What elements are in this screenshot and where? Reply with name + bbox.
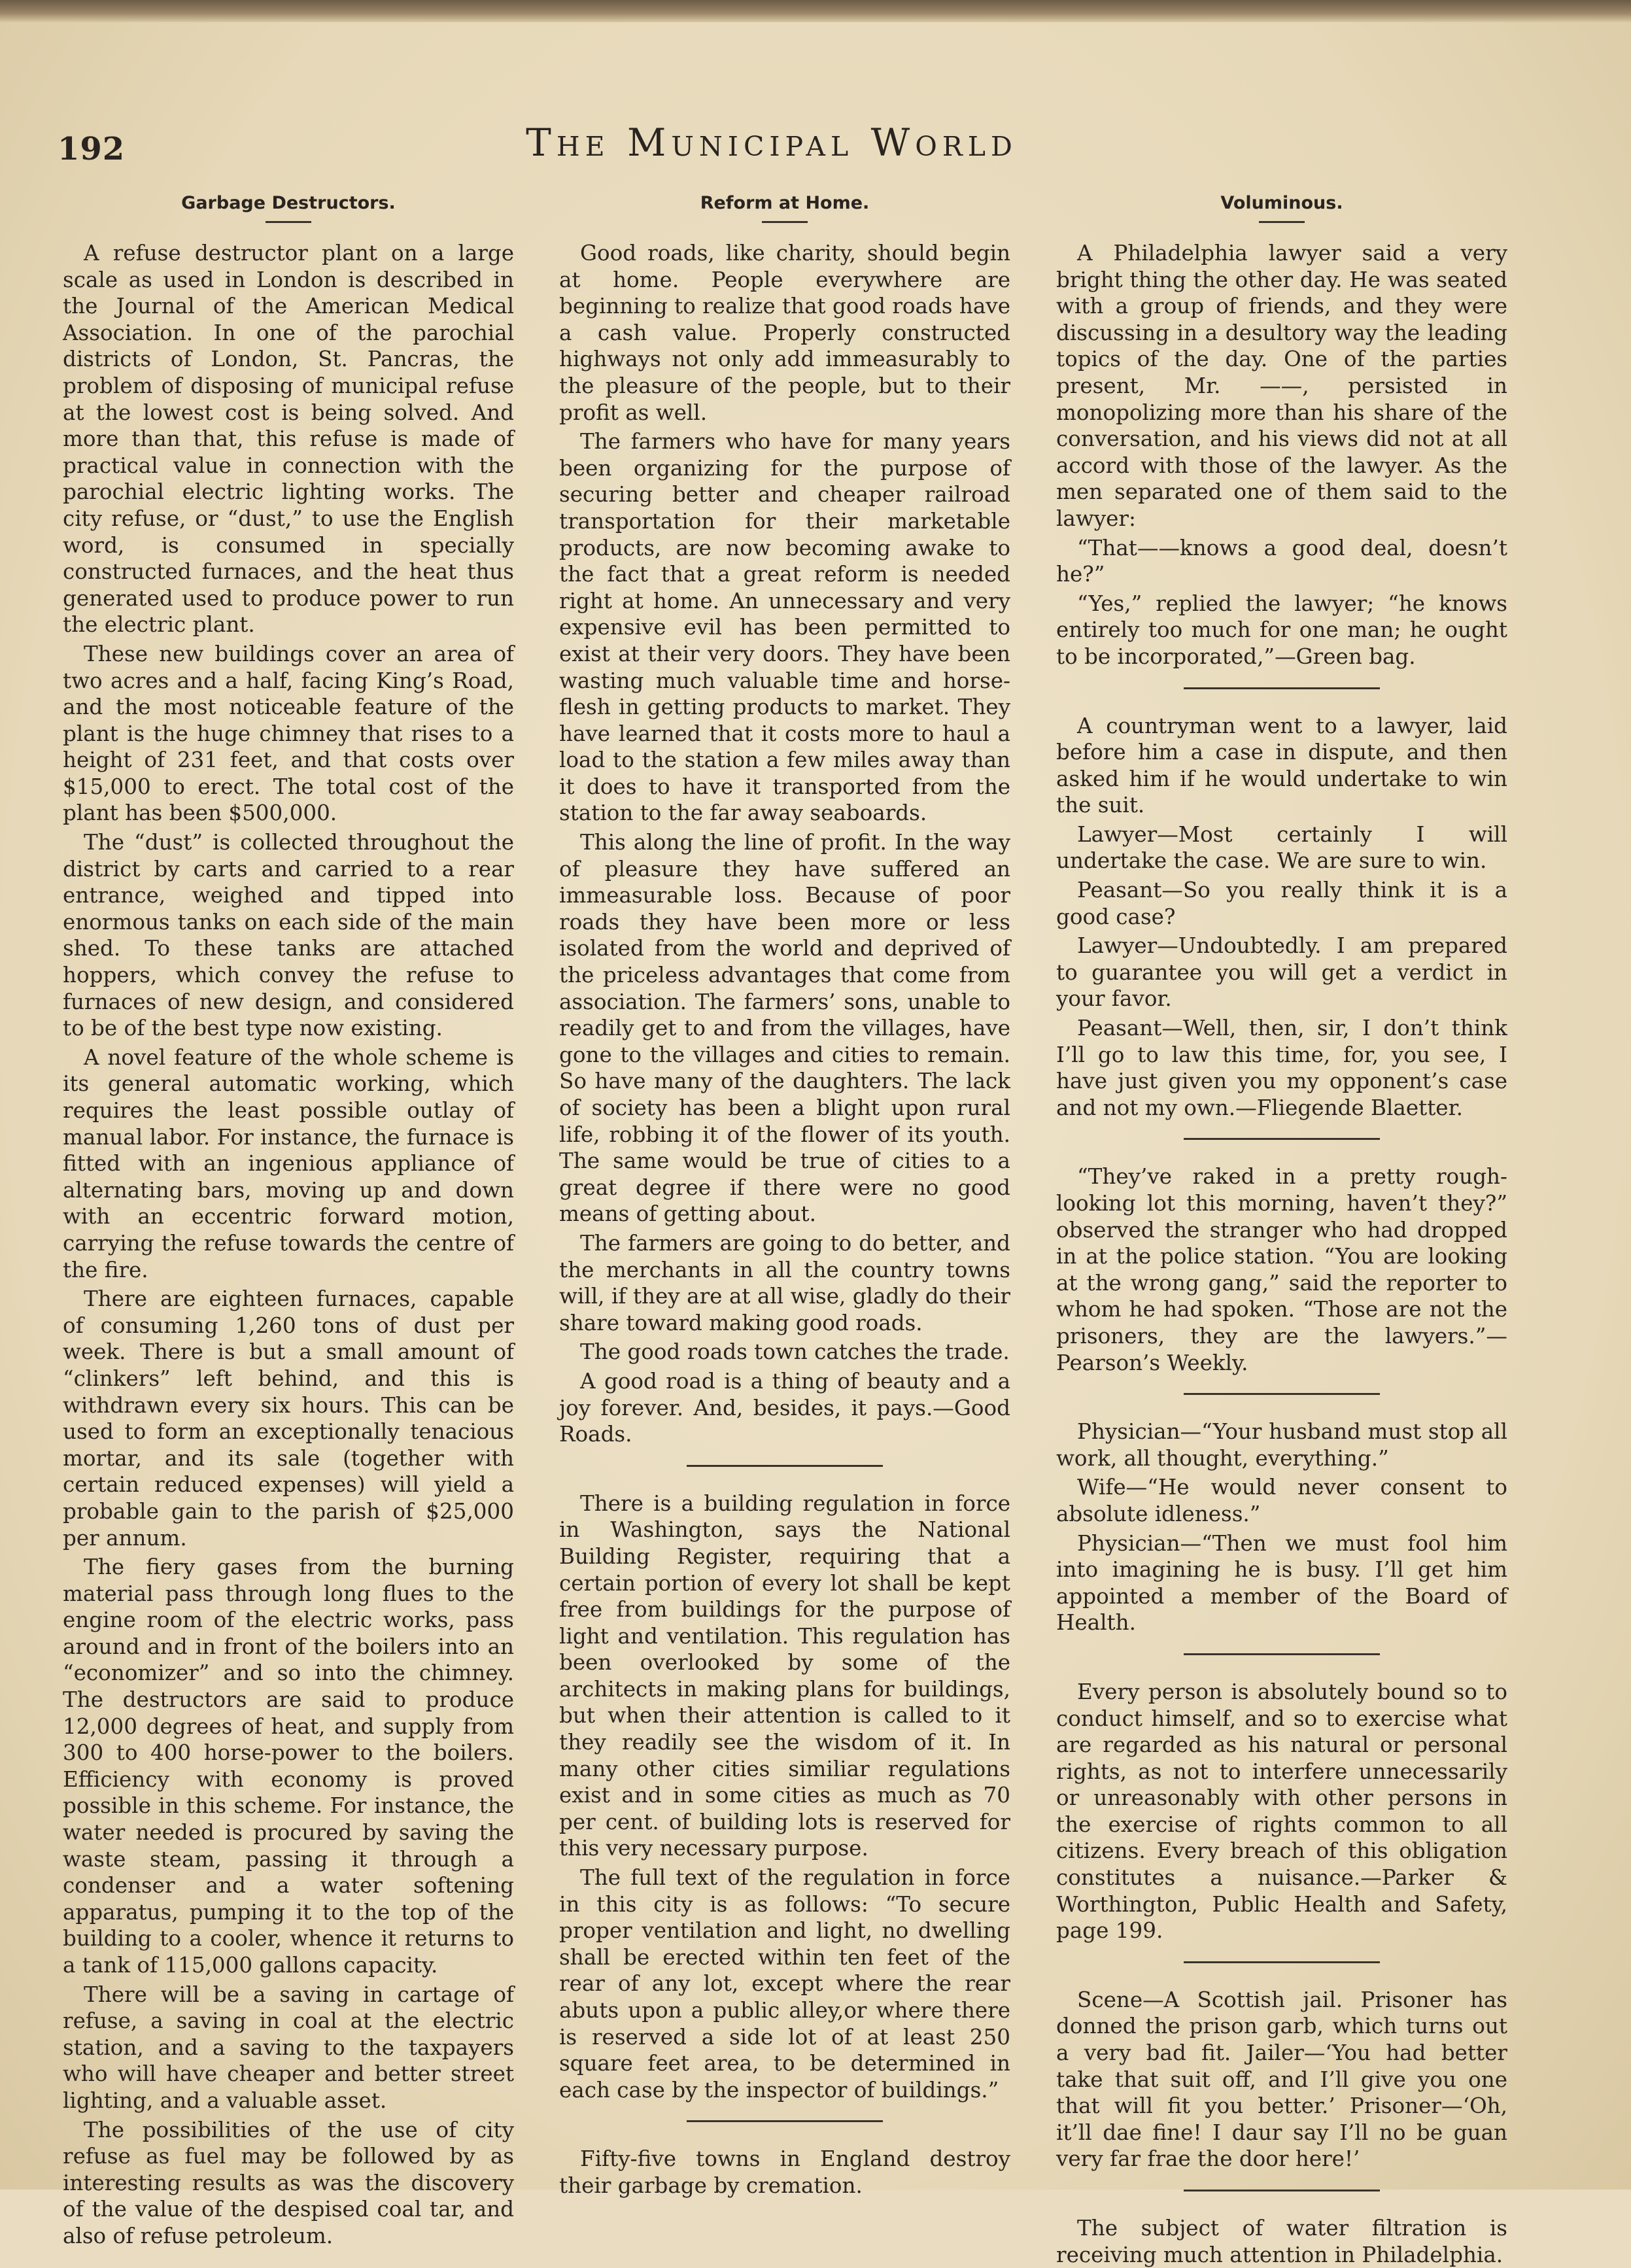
paragraph: Good roads, like charity, should begin at home. People everywhere are beginning to realize that good roads have a cash value. Properly constructed highways not only add immeasurably to the pleasure of the people, but to their profit as well.	[559, 241, 1010, 425]
section-rule	[1184, 1138, 1380, 1140]
paragraph: The “dust” is collected throughout the district by carts and carried to a rear entrance, weighed and tipped into enormous tanks on each side of the main shed. To these tanks are attached hoppers, which convey the refuse to furnaces of new design, and considered to be of the best type now existing.	[63, 830, 514, 1041]
paragraph: The farmers who have for many years been organizing for the purpose of securing better and cheaper railroad transportation for their marketable products, are now becoming awake to the fact that a great reform is needed right at home. An unnecessary and very expensive evil has been permitted to exist at their very doors. They have been wasting much valuable time and horse-flesh in getting products to market. They have learned that it costs more to haul a load to the station a few miles away than it does to have it transported from the station to the far away seaboards.	[559, 429, 1010, 826]
section-rule	[1184, 2190, 1380, 2191]
paragraph: Fifty-five towns in England destroy their garbage by cremation.	[559, 2146, 1010, 2198]
article-title: Garbage Destructors.	[181, 193, 396, 213]
paragraph: A good road is a thing of beauty and a joy forever. And, besides, it pays.—Good Roads.	[559, 1368, 1010, 1447]
paragraph: These new buildings cover an area of two acres and a half, facing King’s Road, and the most noticeable feature of the plant is the huge chimney that rises to a height of 231 feet, and that costs over $15,000 to erect. The total cost of the plant has been $500,000.	[63, 641, 514, 826]
paragraph: Every person is absolutely bound so to conduct himself, and so to exercise what are regarded as his natural or personal rights, as not to interfere unnecessarily or unreasonably with other persons in the exercise of rights common to all citizens. Every breach of this obligation constitutes a nuisance.—Parker & Worthington, Public Health and Safety, page 199.	[1056, 1679, 1507, 1944]
paragraph: There are eighteen furnaces, capable of consuming 1,260 tons of dust per week. There is but a small amount of “clinkers” left behind, and this is withdrawn every six hours. This can be used to form an exceptionally tenacious mortar, and its sale (together with certain reduced expenses) will yield a probable gain to the parish of $25,000 per annum.	[63, 1286, 514, 1551]
title-rule	[1259, 221, 1305, 223]
article-title: Voluminous.	[1220, 193, 1343, 213]
paragraph: The fiery gases from the burning material pass through long flues to the engine room of the electric works, pass around and in front of the boilers into an “economizer” and so into the chimney. The destructors are said to produce 12,000 degrees of heat, and supply from 300 to 400 horse-power to the boilers. Efficiency with economy is proved possible in this scheme. For instance, the water needed is procured by saving the waste steam, passing it through a condenser and a water softening apparatus, pumping it to the top of the building to a cooler, whence it returns to a tank of 115,000 gallons capacity.	[63, 1555, 514, 1978]
paragraph: The farmers are going to do better, and the merchants in all the country towns will, if they are at all wise, gladly do their share toward making good roads.	[559, 1230, 1010, 1335]
section-rule	[1184, 687, 1380, 689]
paragraph: This along the line of profit. In the way of pleasure they have suffered an immeasurable loss. Because of poor roads they have been more or less isolated from the world and deprived of the priceless advantages that come from association. The farmers’ sons, unable to readily get to and from the villages, have gone to the villages and cities to remain. So have many of the daughters. The lack of society has been a blight upon rural life, robbing it of the flower of its youth. The same would be true of cities to a great degree if there were no good means of getting about.	[559, 830, 1010, 1227]
paragraph: A countryman went to a lawyer, laid before him a case in dispute, and then asked him if he would undertake to win the suit.	[1056, 713, 1507, 818]
column-reform-at-home	[559, 183, 1010, 2198]
column-voluminous	[1056, 183, 1507, 2267]
paragraph: There is a building regulation in force in Washington, says the National Building Register, requiring that a certain portion of every lot shall be kept free from buildings for the purpose of light and ventilation. This regulation has been overlooked by some of the architects in making plans for buildings, but when their attention is called to it they readily see the wisdom of it. In many other cities similiar regulations exist and in some cities as much as 70 per cent. of building lots is reserved for this very necessary purpose.	[559, 1490, 1010, 1861]
section-rule	[687, 1465, 883, 1467]
page-number: 192	[58, 131, 126, 167]
title-rule	[266, 221, 311, 223]
paragraph: There will be a saving in cartage of refuse, a saving in coal at the electric station, and a saving to the taxpayers who will have cheaper and better street lighting, and a valuable asset.	[63, 1982, 514, 2113]
paragraph: The subject of water filtration is receiving much attention in Philadelphia.	[1056, 2216, 1507, 2267]
paragraph: “They’ve raked in a pretty rough-looking lot this morning, haven’t they?” observed the stranger who had dropped in at the police station. “You are looking at the wrong gang,” said the reporter to whom he had spoken. “Those are not the prisoners, they are the lawyers.”—Pearson’s Weekly.	[1056, 1164, 1507, 1375]
paragraph: The good roads town catches the trade.	[580, 1339, 1010, 1365]
paragraph: Scene—A Scottish jail. Prisoner has donned the prison garb, which turns out a very bad fit. Jailer—‘You had better take that suit off, and I’ll give you one that will fit you better.’ Prisoner—‘Oh, it’ll dae fine! I daur say I’ll no be guan very far frae the door here!’	[1056, 1987, 1507, 2172]
title-rule	[762, 221, 808, 223]
paragraph: Lawyer—Most certainly I will undertake the case. We are sure to win.	[1056, 821, 1507, 874]
paragraph: The full text of the regulation in force in this city is as follows: “To secure proper ventilation and light, no dwelling shall be erected within ten feet of the rear of any lot, except where the rear abuts upon a public alley,or where there is reserved a side lot of at least 250 square feet area, to be determined in each case by the inspector of buildings.”	[559, 1865, 1010, 2103]
article-title: Reform at Home.	[700, 193, 870, 213]
section-rule	[1184, 1653, 1380, 1655]
column-garbage-destructors	[63, 183, 514, 2248]
masthead-title: The Municipal World	[526, 120, 1018, 165]
paragraph: A novel feature of the whole scheme is its general automatic working, which requires the least possible outlay of manual labor. For instance, the furnace is fitted with an ingenious appliance of alternating bars, moving up and down with an eccentric forward motion, carrying the refuse towards the centre of the fire.	[63, 1044, 514, 1282]
section-rule	[687, 2120, 883, 2122]
section-rule	[1184, 1961, 1380, 1963]
paragraph: Wife—“He would never consent to absolute idleness.”	[1056, 1475, 1507, 1526]
paragraph: The possibilities of the use of city refuse as fuel may be followed by as interesting results as was the discovery of the value of the despised coal tar, and also of refuse petroleum.	[63, 2117, 514, 2248]
section-rule	[1184, 1393, 1380, 1395]
page-top-edge	[0, 0, 1631, 22]
paragraph: “Yes,” replied the lawyer; “he knows entirely too much for one man; he ought to be incorporated,”—Green bag.	[1056, 591, 1507, 669]
paragraph: Peasant—Well, then, sir, I don’t think I’ll go to law this time, for, you see, I have just given you my opponent’s case and not my own.—Fliegende Blaetter.	[1056, 1016, 1507, 1120]
paragraph: “That——knows a good deal, doesn’t he?”	[1056, 535, 1507, 587]
paragraph: Physician—“Then we must fool him into imagining he is busy. I’ll get him appointed a member of the Board of Health.	[1056, 1530, 1507, 1636]
paragraph: Physician—“Your husband must stop all work, all thought, everything.”	[1056, 1419, 1507, 1471]
paragraph: Peasant—So you really think it is a good case?	[1056, 878, 1507, 929]
paragraph: A Philadelphia lawyer said a very bright thing the other day. He was seated with a group of friends, and they were discussing in a desultory way the leading topics of the day. One of the parties present, Mr. ——, persisted in monopolizing more than his share of the conversation, and his views did not at all accord with those of the lawyer. As the men separated one of them said to the lawyer:	[1056, 241, 1507, 531]
paragraph: A refuse destructor plant on a large scale as used in London is described in the Journal of the American Medical Association. In one of the parochial districts of London, St. Pancras, the problem of disposing of municipal refuse at the lowest cost is being solved. And more than that, this refuse is made of practical value in connection with the parochial electric lighting works. The city refuse, or “dust,” to use the English word, is consumed in specially constructed furnaces, and the heat thus generated used to produce power to run the electric plant.	[63, 241, 514, 638]
paragraph: Lawyer—Undoubtedly. I am prepared to guarantee you will get a verdict in your favor.	[1056, 933, 1507, 1012]
